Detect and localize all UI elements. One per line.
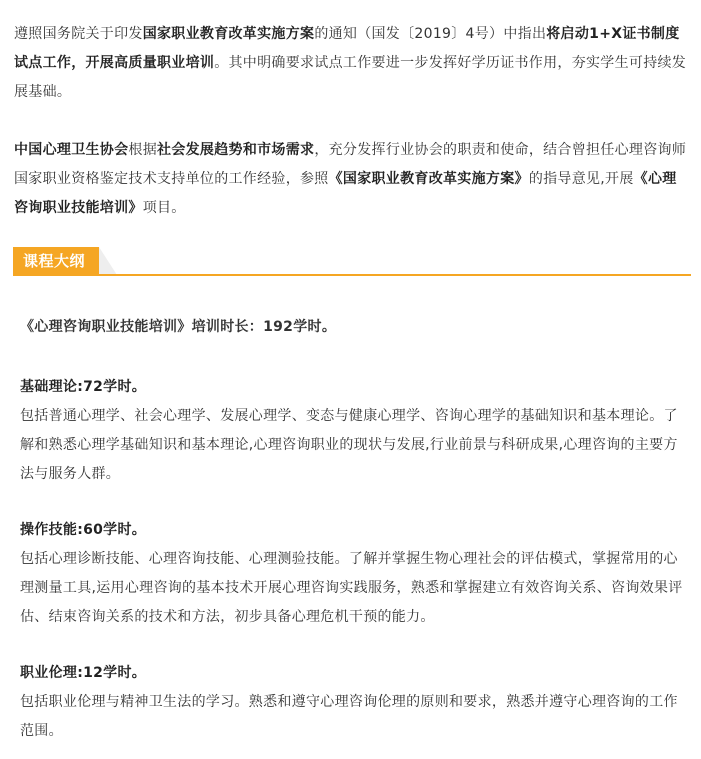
module-basic-theory [20, 373, 688, 489]
intro-text: 遵照国务院关于印发 [14, 26, 143, 42]
section-header [13, 247, 691, 277]
module-professional-ethics [20, 659, 688, 746]
project-name-bold: 《心理咨询职业技能培训》 [14, 171, 677, 216]
intro-text: 根据 [128, 142, 158, 158]
association-name-bold: 中国心理卫生协会 [14, 142, 129, 158]
module-description: 包括普通心理学、社会心理学、发展心理学、变态与健康心理学、咨询心理学的基础知识和基本理论。了解和熟悉心理学基础知识和基本理论,心理咨询职业的现状与发展,行业前景与科研成果,心理咨询的主要方法与服务人群。 [20, 408, 678, 482]
section-underline [13, 274, 691, 276]
intro-text: ，充分发挥行业协会的职责和使命，结合曾担任心理咨询师国家职业资格鉴定技术支持单位的工作经验，参照 [14, 142, 687, 187]
intro-paragraph-1 [14, 20, 690, 107]
module-description: 包括心理诊断技能、心理咨询技能、心理测验技能。了解并掌握生物心理社会的评估模式，掌握常用的心理测量工具,运用心理咨询的基本技术开展心理咨询实践服务，熟悉和掌握建立有效咨询关系、咨询效果评估、结束咨询关系的技术和方法，初步具备心理危机干预的能力。 [20, 551, 683, 625]
pilot-statement-bold: 将启动1+X证书制度试点工作，开展高质量职业培训 [14, 26, 680, 71]
intro-paragraph-2 [14, 136, 690, 223]
plan-name-bold: 国家职业教育改革实施方案 [142, 26, 315, 42]
intro-text: 项目。 [142, 200, 186, 216]
market-trend-bold: 社会发展趋势和市场需求 [157, 142, 315, 158]
course-duration: 《心理咨询职业技能培训》培训时长：192学时。 [20, 319, 337, 335]
plan-reference-bold: 《国家职业教育改革实施方案》 [328, 171, 529, 187]
module-description: 包括职业伦理与精神卫生法的学习。熟悉和遵守心理咨询伦理的原则和要求，熟悉并遵守心理咨询的工作范围。 [20, 694, 678, 739]
intro-text: 的通知（国发〔2019〕4号）中指出 [314, 26, 547, 42]
intro-text: 的指导意见,开展 [528, 171, 634, 187]
module-operation-skills [20, 516, 688, 632]
module-title: 操作技能:60学时。 [20, 522, 147, 538]
intro-text: 。其中明确要求试点工作要进一步发挥好学历证书作用，夯实学生可持续发展基础。 [14, 55, 687, 100]
section-tab-slant [99, 247, 117, 275]
section-title: 课程大纲 [13, 247, 99, 275]
module-title: 职业伦理:12学时。 [20, 665, 147, 681]
module-title: 基础理论:72学时。 [20, 379, 147, 395]
